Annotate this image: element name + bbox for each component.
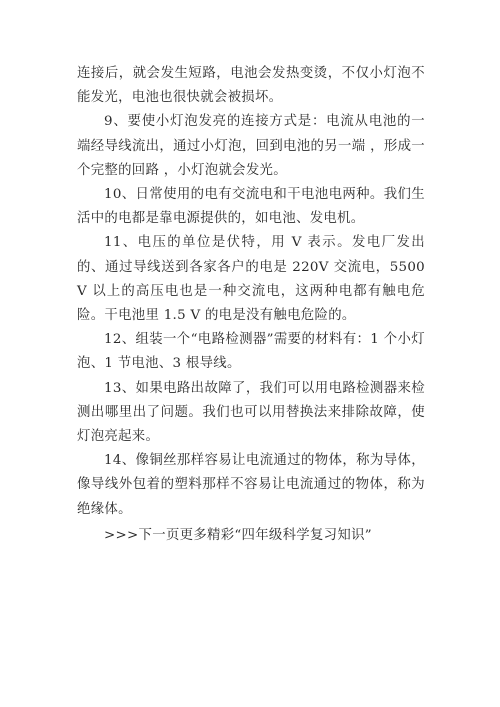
paragraph-item-14: 14、像铜丝那样容易让电流通过的物体，称为导体，像导线外包着的塑料那样不容易让电流通过的物体，称为绝缘体。 — [77, 453, 425, 517]
next-page-link[interactable]: >>>下一页更多精彩“四年级科学复习知识” — [104, 527, 372, 543]
paragraph-item-9: 9、要使小灯泡发亮的连接方式是：电流从电池的一端经导线流出，通过小灯泡，回到电池的另一端 ，形成一个完整的回路 ，小灯泡就会发光。 — [77, 114, 425, 178]
document-page — [77, 62, 425, 548]
paragraph-item-12: 12、组装一个“电路检测器”需要的材料有：1 个小灯泡、1 节电池、3 根导线。 — [77, 332, 425, 372]
paragraph-continuation: 连接后，就会发生短路，电池会发热变烫，不仅小灯泡不能发光，电池也很快就会被损坏。 — [77, 66, 425, 106]
paragraph-item-13: 13、如果电路出故障了，我们可以用电路检测器来检测出哪里出了问题。我们也可以用替换法来排除故障，使灯泡亮起来。 — [77, 380, 425, 445]
paragraph-item-11: 11、电压的单位是伏特，用 V 表示。发电厂发出的、通过导线送到各家各户的电是 220V 交流电，5500V 以上的高压电也是一种交流电，这两种电都有触电危险。干电池里 1.5 V 的电是没有触电危险的。 — [77, 235, 425, 324]
paragraph-item-10: 10、日常使用的电有交流电和干电池电两种。我们生活中的电都是靠电源提供的，如电池、发电机。 — [77, 187, 425, 227]
